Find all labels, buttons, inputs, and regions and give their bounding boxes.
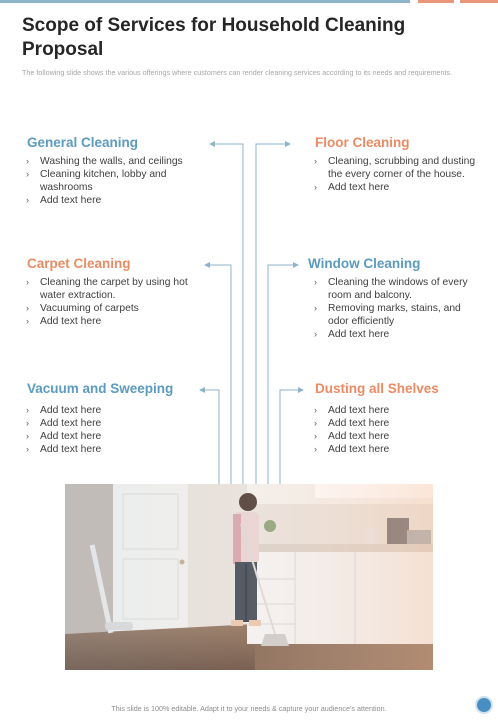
vacuum-sweeping-heading: Vacuum and Sweeping bbox=[27, 381, 174, 396]
connector-window bbox=[268, 265, 298, 484]
chevron-right-icon: › bbox=[26, 156, 29, 166]
list-item: › Cleaning kitchen, lobby and washrooms bbox=[26, 169, 167, 193]
list-item: › Add text here bbox=[26, 418, 102, 429]
list-item: › Washing the walls, and ceilings bbox=[26, 156, 183, 167]
list-item: › Add text here bbox=[314, 329, 390, 340]
page-subtitle: The following slide shows the various offerings where customers can render cleaning services according to its needs and requirements. bbox=[22, 68, 453, 77]
connector-vacuum bbox=[200, 390, 219, 484]
page-title: Scope of Services for Household Cleaning Proposal bbox=[22, 15, 406, 60]
footer-note: This slide is 100% editable. Adapt it to your needs & capture your audience’s attention. bbox=[111, 704, 387, 713]
chevron-right-icon: › bbox=[314, 156, 317, 166]
chevron-right-icon: › bbox=[26, 169, 29, 179]
chevron-right-icon: › bbox=[314, 303, 317, 313]
chevron-right-icon: › bbox=[314, 418, 317, 428]
connector-dusting bbox=[280, 390, 303, 484]
carpet-cleaning-list bbox=[26, 276, 196, 328]
cleaning-scene-illustration bbox=[65, 484, 433, 670]
chevron-right-icon: › bbox=[314, 329, 317, 339]
general-cleaning-list bbox=[26, 155, 211, 207]
list-item: › Add text here bbox=[26, 195, 102, 206]
chevron-right-icon: › bbox=[314, 277, 317, 287]
chevron-right-icon: › bbox=[314, 444, 317, 454]
list-item: › Add text here bbox=[314, 444, 390, 455]
list-item: › Add text here bbox=[314, 418, 390, 429]
list-item: › Add text here bbox=[26, 405, 102, 416]
list-item: › Add text here bbox=[26, 431, 102, 442]
dusting-shelves-heading: Dusting all Shelves bbox=[315, 381, 439, 396]
list-item: › Add text here bbox=[314, 182, 390, 193]
list-item: › Add text here bbox=[314, 431, 390, 442]
window-cleaning-list bbox=[314, 276, 484, 341]
list-item: › Cleaning the windows of every room and balcony. bbox=[314, 277, 468, 301]
chevron-right-icon: › bbox=[26, 277, 29, 287]
chevron-right-icon: › bbox=[26, 405, 29, 415]
connector-floor bbox=[256, 144, 290, 484]
chevron-right-icon: › bbox=[26, 444, 29, 454]
floor-cleaning-list bbox=[314, 155, 486, 194]
chevron-right-icon: › bbox=[26, 316, 29, 326]
page-indicator-icon bbox=[475, 696, 493, 714]
list-item: › Add text here bbox=[26, 316, 102, 327]
chevron-right-icon: › bbox=[26, 303, 29, 313]
vacuum-sweeping-list bbox=[26, 404, 196, 456]
chevron-right-icon: › bbox=[26, 431, 29, 441]
chevron-right-icon: › bbox=[314, 431, 317, 441]
chevron-right-icon: › bbox=[314, 182, 317, 192]
dusting-shelves-list bbox=[314, 404, 484, 456]
list-item: › Cleaning the carpet by using hot water extraction. bbox=[26, 277, 188, 301]
list-item: › Cleaning, scrubbing and dusting the every corner of the house. bbox=[314, 156, 476, 180]
chevron-right-icon: › bbox=[314, 405, 317, 415]
list-item: › Vacuuming of carpets bbox=[26, 303, 139, 314]
list-item: › Add text here bbox=[314, 405, 390, 416]
carpet-cleaning-heading: Carpet Cleaning bbox=[27, 256, 131, 271]
floor-cleaning-heading: Floor Cleaning bbox=[315, 135, 410, 150]
cleaning-photo bbox=[65, 484, 433, 670]
chevron-right-icon: › bbox=[26, 418, 29, 428]
chevron-right-icon: › bbox=[26, 195, 29, 205]
window-cleaning-heading: Window Cleaning bbox=[308, 256, 421, 271]
list-item: › Removing marks, stains, and odor efficiently bbox=[314, 303, 461, 327]
connector-general bbox=[210, 144, 243, 484]
list-item: › Add text here bbox=[26, 444, 102, 455]
general-cleaning-heading: General Cleaning bbox=[27, 135, 139, 150]
connector-carpet bbox=[205, 265, 231, 484]
